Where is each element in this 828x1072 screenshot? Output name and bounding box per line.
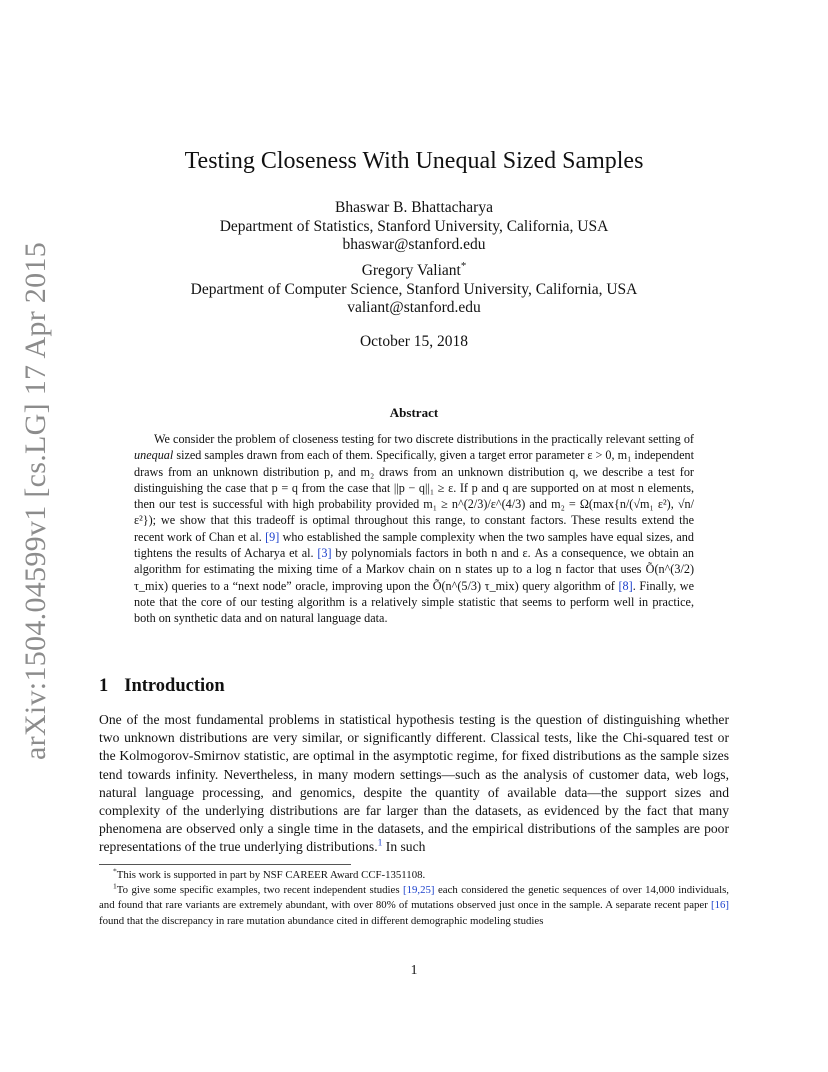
abstract-body bbox=[134, 431, 694, 627]
footnote-text: To give some specific examples, two recent independent studies bbox=[116, 884, 404, 897]
footnote-text: found that the discrepancy in rare mutation abundance cited in different demographic modeling studies bbox=[99, 914, 544, 927]
citation-link[interactable]: [8] bbox=[618, 578, 633, 593]
section-body bbox=[99, 711, 729, 857]
abstract-text: sized samples drawn from each of them. Specifically, given a target error parameter ε > 0, m₁ independent draws from an unknown distribution p, and m₂ draws from an unknown distribution q, we describe a test for distinguishing the case that p = q from the case that ||p − q||₁ ≥ ε. If p and q are supported on at most n elements, then our test is successful with high probability provided m₁ ≥ n^(2/3)/ε^(4/3) and m₂ = Ω(max{n/(√m₁ ε²), √n/ε²}); we show that this tradeoff is optimal throughout this range, to constant factors. These results extend the recent work of Chan et al. bbox=[134, 448, 694, 544]
footnote-text: each considered the genetic sequences of over 14,000 individuals, and found that rare variants are extremely abundant, with over 80% of mutations observed just once in the sample. A separate recent paper bbox=[99, 884, 729, 912]
abstract-emphasis: unequal bbox=[134, 448, 174, 463]
citation-link[interactable]: [9] bbox=[265, 529, 280, 544]
footnote-mark: * bbox=[113, 866, 117, 876]
section-number: 1 bbox=[99, 676, 109, 696]
section-title: Introduction bbox=[124, 676, 225, 696]
arxiv-identifier: arXiv:1504.04599v1 [cs.LG] 17 Apr 2015 bbox=[19, 241, 52, 760]
abstract-text: who established the sample complexity when the two samples have equal sizes, and tightens the results of Acharya et al. bbox=[134, 529, 694, 561]
footnote-link[interactable]: 1 bbox=[377, 838, 383, 849]
author-block-2 bbox=[0, 259, 828, 318]
abstract-paragraph bbox=[134, 431, 694, 627]
footnote-divider bbox=[99, 864, 351, 865]
author-name-line bbox=[0, 259, 828, 281]
footnote-text: This work is supported in part by NSF CAREER Award CCF-1351108. bbox=[116, 869, 426, 881]
citation-link[interactable]: [3] bbox=[317, 546, 332, 561]
author-email: bhaswar@stanford.edu bbox=[342, 236, 486, 253]
citation-link[interactable]: 25] bbox=[420, 884, 435, 897]
footnotes bbox=[99, 868, 729, 929]
author-affiliation: Department of Statistics, Stanford University, California, USA bbox=[219, 217, 609, 235]
footnote-1 bbox=[99, 883, 729, 929]
paper-title: Testing Closeness With Unequal Sized Samples bbox=[184, 148, 644, 174]
author-affiliation: Department of Computer Science, Stanford University, California, USA bbox=[190, 280, 638, 298]
author-name: Bhaswar B. Bhattacharya bbox=[335, 199, 493, 216]
body-text: In such bbox=[382, 839, 426, 855]
abstract-heading: Abstract bbox=[389, 405, 439, 420]
footnote-funding bbox=[99, 868, 729, 883]
citation-link[interactable]: [19, bbox=[403, 884, 421, 897]
section-heading bbox=[99, 676, 241, 697]
abstract-text: We consider the problem of closeness testing for two discrete distributions in the practically relevant setting of bbox=[154, 432, 694, 446]
body-text: One of the most fundamental problems in statistical hypothesis testing is the question of distinguishing whether two unknown distributions are very similar, or significantly different. Classical tests, like the Chi-squared test or the Kolmogorov-Smirnov statistic, are optimal in the asymptotic regime, for fixed distributions as the sample sizes tend towards infinity. Nevertheless, in many modern settings—such as the analysis of customer data, web logs, natural language processing, and genomics, despite the quantity of available data—the support sizes and complexity of the underlying distributions are far larger than the datasets, as evidenced by the fact that many phenomena are observed only a single time in the datasets, and the empirical distributions of the samples are poor representations of the true underlying distributions. bbox=[99, 712, 729, 855]
author-name: Gregory Valiant bbox=[361, 262, 461, 279]
author-email: valiant@stanford.edu bbox=[347, 299, 481, 316]
abstract-text: . Finally, we note that the core of our testing algorithm is a relatively simple statistic that seems to perform well in practice, both on synthetic data and on natural language data. bbox=[134, 578, 694, 626]
abstract-text: by polynomials factors in both n and ε. As a consequence, we obtain an algorithm for estimating the mixing time of a Markov chain on n states up to a log n factor that uses Õ(n^(3/2) τ_mix) queries to a “next node” oracle, improving upon the Õ(n^(5/3) τ_mix) query algorithm of bbox=[134, 546, 694, 593]
body-paragraph bbox=[99, 711, 729, 857]
author-block-1 bbox=[0, 199, 828, 255]
citation-link[interactable]: [16] bbox=[711, 899, 729, 912]
paper-date: October 15, 2018 bbox=[359, 333, 469, 350]
footnote-mark: 1 bbox=[113, 881, 117, 891]
page-number: 1 bbox=[410, 962, 418, 977]
author-footnote-mark: * bbox=[460, 259, 467, 272]
